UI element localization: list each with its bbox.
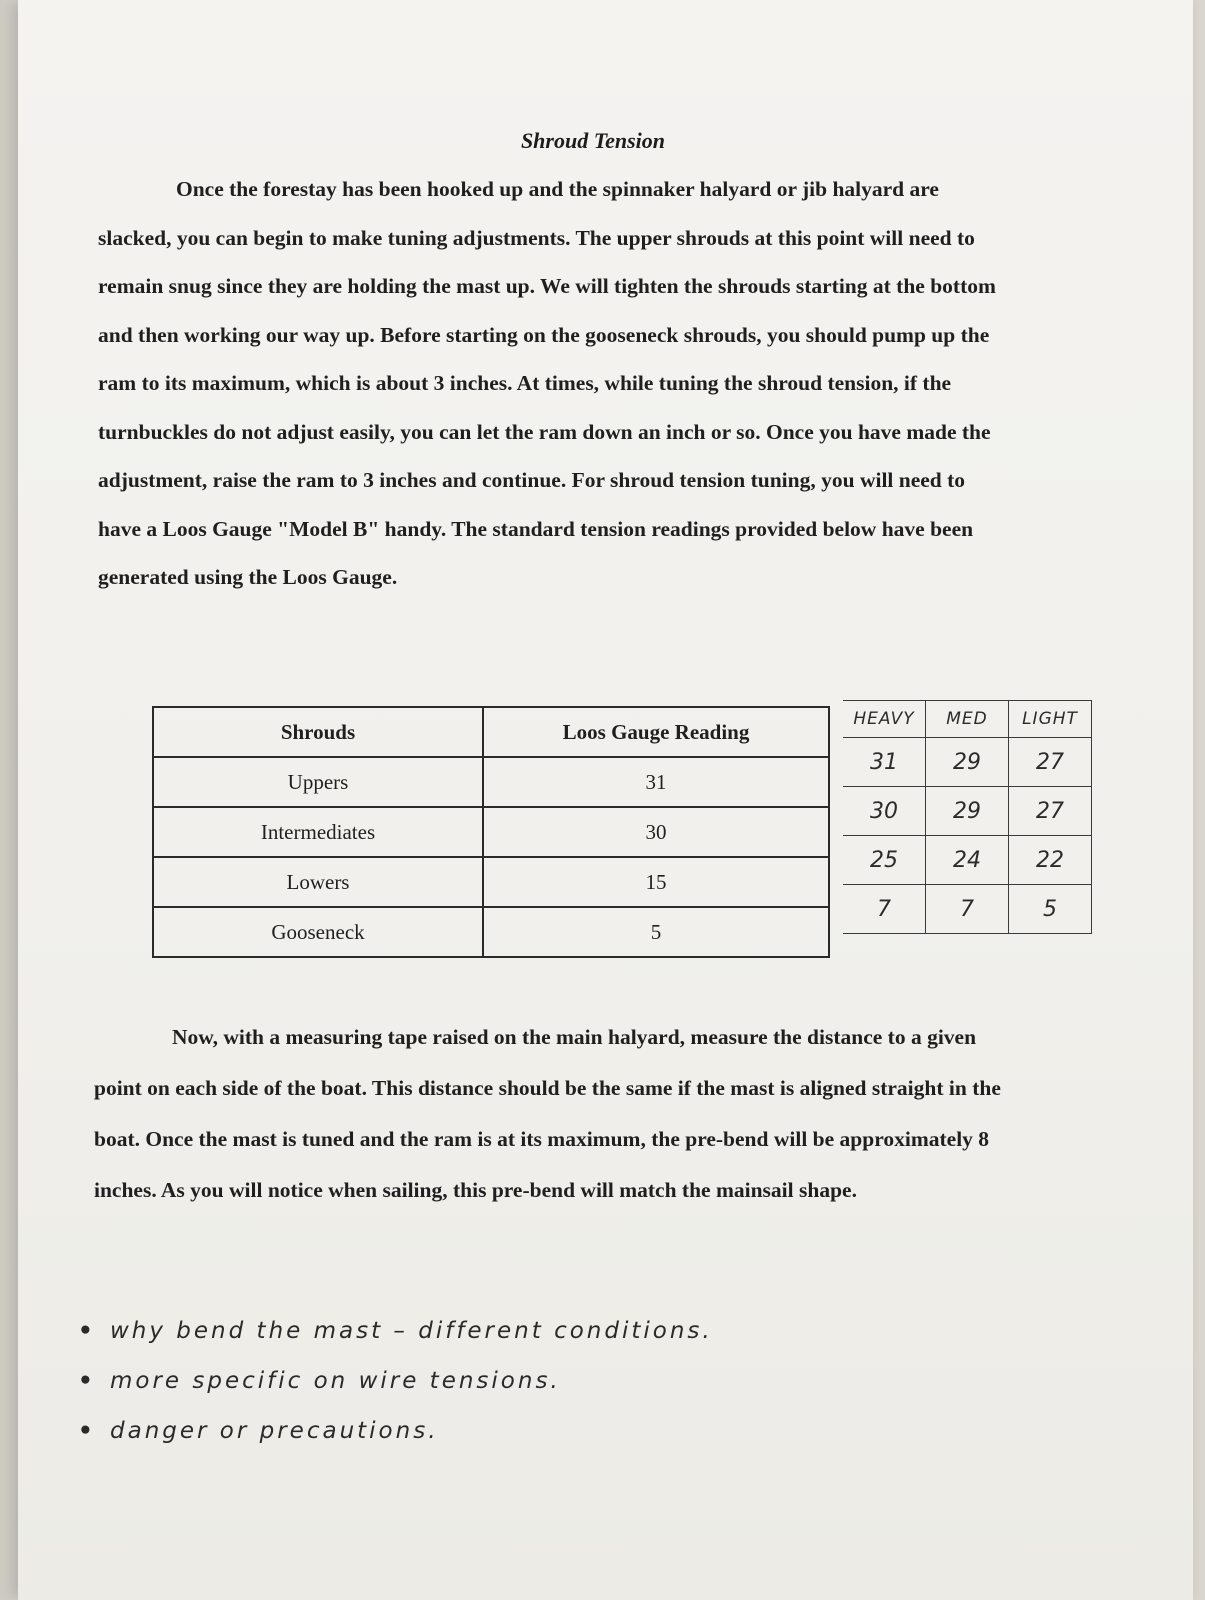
header-med: MED	[926, 701, 1009, 738]
bullet-icon: •	[78, 1318, 96, 1344]
table-row	[153, 807, 829, 857]
handwritten-row	[843, 787, 1092, 836]
shroud-name: Gooseneck	[153, 907, 483, 957]
table-row	[153, 857, 829, 907]
light-value: 27	[1009, 738, 1092, 787]
handwritten-row	[843, 836, 1092, 885]
document-page	[18, 0, 1193, 1600]
shroud-reading: 31	[483, 757, 829, 807]
handwritten-row	[843, 885, 1092, 934]
note-item	[78, 1418, 1078, 1468]
note-item	[78, 1368, 1078, 1418]
shroud-name: Uppers	[153, 757, 483, 807]
handwritten-wind-table	[843, 700, 1092, 934]
note-text: danger or precautions.	[110, 1418, 439, 1444]
table-row	[153, 757, 829, 807]
heavy-value: 25	[843, 836, 926, 885]
light-value: 22	[1009, 836, 1092, 885]
light-value: 27	[1009, 787, 1092, 836]
bullet-icon: •	[78, 1418, 96, 1444]
med-value: 29	[926, 787, 1009, 836]
tension-table	[152, 706, 830, 958]
shroud-reading: 30	[483, 807, 829, 857]
shroud-reading: 15	[483, 857, 829, 907]
shroud-name: Intermediates	[153, 807, 483, 857]
med-value: 29	[926, 738, 1009, 787]
heavy-value: 31	[843, 738, 926, 787]
heavy-value: 30	[843, 787, 926, 836]
med-value: 7	[926, 885, 1009, 934]
bullet-icon: •	[78, 1368, 96, 1394]
handwritten-header-row	[843, 701, 1092, 738]
handwritten-notes	[78, 1318, 1078, 1468]
shroud-reading: 5	[483, 907, 829, 957]
note-item	[78, 1318, 1078, 1368]
heavy-value: 7	[843, 885, 926, 934]
page-title: Shroud Tension	[520, 128, 666, 153]
header-loos-reading: Loos Gauge Reading	[483, 707, 829, 757]
table-header-row	[153, 707, 829, 757]
shroud-name: Lowers	[153, 857, 483, 907]
note-text: more specific on wire tensions.	[110, 1368, 561, 1394]
header-shrouds: Shrouds	[153, 707, 483, 757]
note-text: why bend the mast – different conditions.	[110, 1318, 713, 1344]
intro-paragraph: Once the forestay has been hooked up and the spinnaker halyard or jib halyard are slacked, you can begin to make tuning adjustments. The upper shrouds at this point will need to remain snug since they are holding the mast up. We will tighten the shrouds starting at the bottom and then working our way up. Before starting on the gooseneck shrouds, you should pump up the ram to its maximum, which is about 3 inches. At times, while tuning the shroud tension, if the turnbuckles do not adjust easily, you can let the ram down an inch or so. Once you have made the adjustment, raise the ram to 3 inches and continue. For shroud tension tuning, you will need to have a Loos Gauge "Model B" handy. The standard tension readings provided below have been generated using the Loos Gauge.	[98, 177, 996, 589]
header-light: LIGHT	[1009, 701, 1092, 738]
table-row	[153, 907, 829, 957]
measurement-paragraph: Now, with a measuring tape raised on the main halyard, measure the distance to a given point on each side of the boat. This distance should be the same if the mast is aligned straight in the boat. Once the mast is tuned and the ram is at its maximum, the pre-bend will be approximately 8 inches. As you will notice when sailing, this pre-bend will match the mainsail shape.	[94, 1025, 1001, 1202]
med-value: 24	[926, 836, 1009, 885]
header-heavy: HEAVY	[843, 701, 926, 738]
light-value: 5	[1009, 885, 1092, 934]
handwritten-row	[843, 738, 1092, 787]
